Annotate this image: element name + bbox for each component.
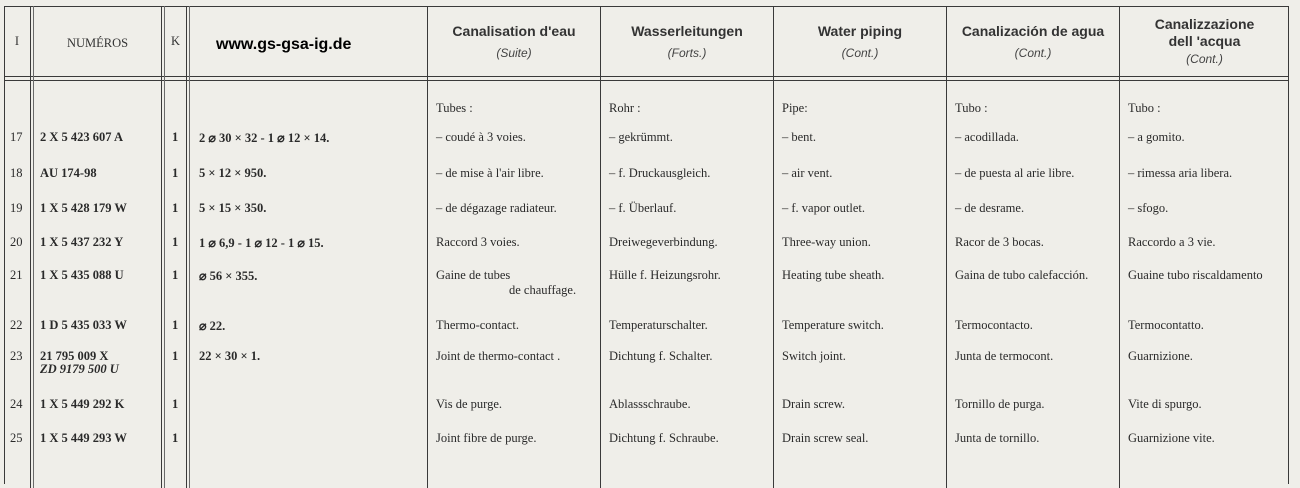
header-title: Wasserleitungen (631, 22, 743, 39)
header-italian (1120, 6, 1289, 76)
cell-es: Junta de tornillo. (955, 431, 1040, 445)
cell-fr: Thermo-contact. (436, 318, 519, 332)
header-divider-1 (4, 76, 1289, 77)
cell-es: – de desrame. (955, 201, 1025, 215)
col-divider (164, 6, 165, 488)
cell-num: AU 174-98 (40, 166, 97, 180)
cell-de: – gekrümmt. (609, 130, 673, 144)
cell-es: Termocontacto. (955, 318, 1033, 332)
cell-de: Hülle f. Heizungsrohr. (609, 268, 721, 282)
cell-k: 1 (172, 397, 179, 411)
cell-de: – f. Druckausgleich. (609, 166, 711, 180)
header-index-label: I (14, 33, 20, 48)
cell-k: 1 (172, 318, 179, 332)
col-divider (1119, 6, 1120, 488)
section-label-es: Tubo : (955, 101, 988, 115)
cell-num: 1 X 5 428 179 W (40, 201, 127, 215)
cell-num: 1 D 5 435 033 W (40, 318, 127, 332)
header-title: Canalisation d'eau (452, 22, 576, 39)
cell-en: Three-way union. (782, 235, 871, 249)
section-label-en: Pipe: (782, 101, 808, 115)
cell-es: – acodillada. (955, 130, 1019, 144)
header-spanish (947, 6, 1119, 76)
header-title: Canalización de agua (961, 22, 1105, 39)
cell-k: 1 (172, 201, 179, 215)
cell-k: 1 (172, 268, 179, 282)
header-subtitle: (Forts.) (667, 45, 707, 60)
cell-de: – f. Überlauf. (609, 201, 677, 215)
header-divider-2 (4, 80, 1289, 81)
cell-dim: 22 × 30 × 1. (199, 349, 261, 363)
cell-es: Junta de termocont. (955, 349, 1054, 363)
cell-en: – f. vapor outlet. (782, 201, 865, 215)
cell-it: – a gomito. (1128, 130, 1185, 144)
cell-en: Drain screw seal. (782, 431, 869, 445)
cell-fr: Vis de purge. (436, 397, 503, 411)
section-label-de: Rohr : (609, 101, 641, 115)
cell-num: 1 X 5 437 232 Y (40, 235, 124, 249)
cell-idx: 21 (10, 268, 23, 282)
cell-fr: Raccord 3 voies. (436, 235, 520, 249)
cell-num: 21 795 009 X (40, 349, 109, 363)
cell-idx: 23 (10, 349, 23, 363)
cell-en: Drain screw. (782, 397, 846, 411)
cell-num: 1 X 5 449 293 W (40, 431, 127, 445)
cell-en: – air vent. (782, 166, 833, 180)
cell-it: – rimessa aria libera. (1128, 166, 1233, 180)
col-divider (600, 6, 601, 488)
cell-idx: 22 (10, 318, 23, 332)
header-k (165, 6, 186, 76)
cell-k: 1 (172, 130, 179, 144)
cell-fr: – de mise à l'air libre. (436, 166, 544, 180)
cell-fr: – de dégazage radiateur. (436, 201, 557, 215)
cell-en: Temperature switch. (782, 318, 884, 332)
cell-it: Guarnizione. (1128, 349, 1193, 363)
header-index (4, 6, 30, 76)
cell-dim: 5 × 12 × 950. (199, 166, 267, 180)
cell-dim: ⌀ 22. (199, 319, 226, 333)
website-watermark: www.gs-gsa-ig.de (216, 36, 352, 53)
cell-idx: 17 (10, 130, 23, 144)
cell-en: – bent. (782, 130, 817, 144)
cell-it: Raccordo a 3 vie. (1128, 235, 1216, 249)
cell-k: 1 (172, 235, 179, 249)
cell-fr: Gaine de tubes (436, 268, 511, 282)
cell-de: Dichtung f. Schraube. (609, 431, 719, 445)
cell-k: 1 (172, 431, 179, 445)
header-english (774, 6, 946, 76)
cell-idx: 18 (10, 166, 23, 180)
header-french (428, 6, 600, 76)
col-divider (773, 6, 774, 488)
cell-it: Termocontatto. (1128, 318, 1204, 332)
cell-idx: 20 (10, 235, 23, 249)
cell-es: Racor de 3 bocas. (955, 235, 1044, 249)
header-title: Canalizzazione dell 'acqua (1154, 16, 1255, 49)
cell-de: Temperaturschalter. (609, 318, 708, 332)
cell-k: 1 (172, 349, 179, 363)
cell-num: 2 X 5 423 607 A (40, 130, 123, 144)
header-subtitle: (Cont.) (841, 45, 879, 60)
cell-es: – de puesta al arie libre. (955, 166, 1075, 180)
cell-fr-continued: de chauffage. (509, 283, 577, 297)
header-subtitle: (Cont.) (1186, 52, 1223, 66)
cell-de: Ablassschraube. (609, 397, 691, 411)
section-label-it: Tubo : (1128, 101, 1161, 115)
section-label-fr: Tubes : (436, 101, 473, 115)
cell-num: 1 X 5 435 088 U (40, 268, 124, 282)
header-german (601, 6, 773, 76)
cell-en: Switch joint. (782, 349, 846, 363)
cell-fr: – coudé à 3 voies. (436, 130, 526, 144)
cell-k: 1 (172, 166, 179, 180)
cell-dim: 1 ⌀ 6,9 - 1 ⌀ 12 - 1 ⌀ 15. (199, 236, 324, 250)
cell-idx: 19 (10, 201, 23, 215)
cell-dim: 2 ⌀ 30 × 32 - 1 ⌀ 12 × 14. (199, 131, 330, 145)
header-numeros-label: NUMÉROS (66, 36, 129, 50)
header-numeros (34, 6, 161, 76)
header-title: Water piping (817, 22, 903, 39)
col-divider (33, 6, 34, 488)
header-k-label: K (170, 33, 181, 48)
col-divider (161, 6, 162, 488)
cell-fr: Joint de thermo-contact . (436, 349, 561, 363)
cell-dim: 5 × 15 × 350. (199, 201, 267, 215)
cell-idx: 25 (10, 431, 23, 445)
header-subtitle: (Cont.) (1014, 45, 1052, 60)
cell-de: Dichtung f. Schalter. (609, 349, 713, 363)
cell-dim: ⌀ 56 × 355. (199, 269, 258, 283)
cell-es: Gaina de tubo calefacción. (955, 268, 1089, 282)
cell-de: Dreiwegeverbindung. (609, 235, 718, 249)
cell-it: Guarnizione vite. (1128, 431, 1215, 445)
col-divider (427, 6, 428, 488)
cell-idx: 24 (10, 397, 23, 411)
cell-es: Tornillo de purga. (955, 397, 1045, 411)
cell-en: Heating tube sheath. (782, 268, 885, 282)
header-subtitle: (Suite) (496, 45, 532, 60)
cell-fr: Joint fibre de purge. (436, 431, 537, 445)
col-divider (30, 6, 31, 488)
cell-it: – sfogo. (1128, 201, 1169, 215)
cell-num: 1 X 5 449 292 K (40, 397, 125, 411)
col-divider (189, 6, 190, 488)
cell-num-secondary: ZD 9179 500 U (40, 362, 119, 376)
cell-it: Guaine tubo riscaldamento (1128, 268, 1263, 282)
cell-it: Vite di spurgo. (1128, 397, 1202, 411)
col-divider (946, 6, 947, 488)
col-divider (186, 6, 187, 488)
